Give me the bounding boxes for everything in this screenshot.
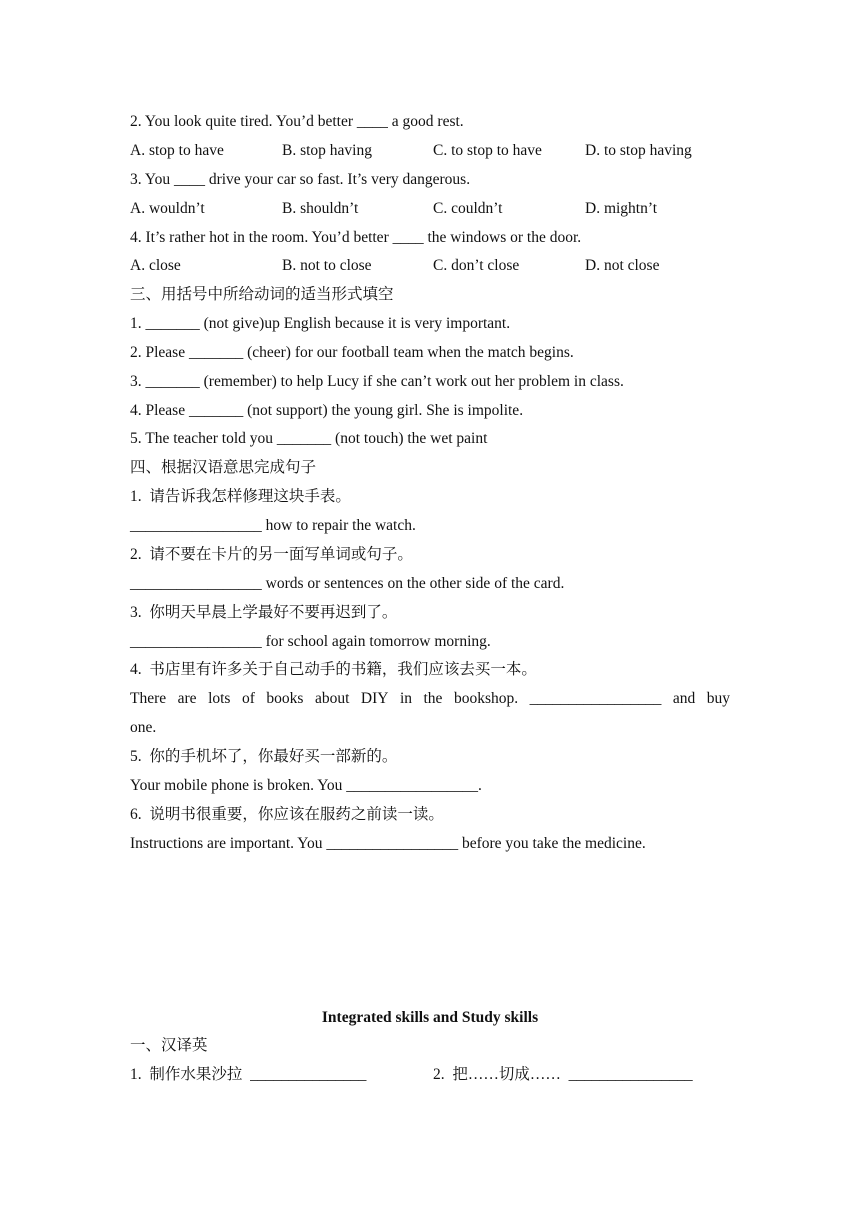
word: and xyxy=(672,690,696,707)
section4-q5-english: Your mobile phone is broken. You _________________. xyxy=(130,777,482,794)
section-title: Integrated skills and Study skills xyxy=(321,1009,539,1026)
section4-heading: 四、根据汉语意思完成句子 xyxy=(130,459,317,476)
word: about xyxy=(314,690,350,707)
mc-option: A. wouldn’t xyxy=(130,200,205,217)
section4-q4-chinese: 4. 书店里有许多关于自己动手的书籍，我们应该去买一本。 xyxy=(130,661,537,678)
word: There xyxy=(130,690,167,707)
mc-option: A. close xyxy=(130,257,181,274)
section3-item: 4. Please _______ (not support) the young girl. She is impolite. xyxy=(130,402,524,419)
word: buy xyxy=(706,690,730,707)
mc-option: D. to stop having xyxy=(585,142,692,159)
mc-option: B. stop having xyxy=(282,142,372,159)
mc-option: C. couldn’t xyxy=(433,200,503,217)
word: of xyxy=(241,690,255,707)
section3-item: 1. _______ (not give)up English because it is very important. xyxy=(130,315,511,332)
word: lots xyxy=(208,690,231,707)
section4-q1-chinese: 1. 请告诉我怎样修理这块手表。 xyxy=(130,488,351,505)
section3-item: 5. The teacher told you _______ (not touch) the wet paint xyxy=(130,430,488,447)
section4-q3-english: _________________ for school again tomorrow morning. xyxy=(130,633,491,650)
mc-option: A. stop to have xyxy=(130,142,224,159)
section3-item: 2. Please _______ (cheer) for our football team when the match begins. xyxy=(130,344,574,361)
mc-question-2: 2. You look quite tired. You’d better ____ a good rest. xyxy=(130,113,464,130)
word: books xyxy=(266,690,304,707)
integrated-heading: 一、汉译英 xyxy=(130,1037,208,1054)
section4-q6-english: Instructions are important. You _________________ before you take the medicine. xyxy=(130,835,646,852)
word: bookshop. xyxy=(453,690,519,707)
section4-q5-chinese: 5. 你的手机坏了，你最好买一部新的。 xyxy=(130,748,398,765)
mc-option: B. not to close xyxy=(282,257,372,274)
section4-q1-english: _________________ how to repair the watch. xyxy=(130,517,416,534)
word: in xyxy=(399,690,412,707)
section3-heading: 三、用括号中所给动词的适当形式填空 xyxy=(130,286,394,303)
mc-option: C. to stop to have xyxy=(433,142,542,159)
word: DIY xyxy=(360,690,389,707)
mc-question-4: 4. It’s rather hot in the room. You’d better ____ the windows or the door. xyxy=(130,229,582,246)
section4-q2-english: _________________ words or sentences on the other side of the card. xyxy=(130,575,565,592)
answer-blank: _________________ xyxy=(529,690,662,707)
section4-q3-chinese: 3. 你明天早晨上学最好不要再迟到了。 xyxy=(130,604,398,621)
integrated-item-1: 1. 制作水果沙拉 _______________ xyxy=(130,1066,367,1083)
word: are xyxy=(177,690,197,707)
word: the xyxy=(423,690,443,707)
integrated-item-2: 2. 把……切成…… ________________ xyxy=(433,1066,693,1083)
mc-option: D. mightn’t xyxy=(585,200,658,217)
mc-option: B. shouldn’t xyxy=(282,200,359,217)
section4-q6-chinese: 6. 说明书很重要，你应该在服药之前读一读。 xyxy=(130,806,444,823)
section4-q4-english xyxy=(130,689,730,709)
mc-option: C. don’t close xyxy=(433,257,520,274)
section4-q4-english-cont: one. xyxy=(130,719,157,736)
mc-option: D. not close xyxy=(585,257,660,274)
mc-question-3: 3. You ____ drive your car so fast. It’s very dangerous. xyxy=(130,171,471,188)
section4-q2-chinese: 2. 请不要在卡片的另一面写单词或句子。 xyxy=(130,546,413,563)
section3-item: 3. _______ (remember) to help Lucy if she can’t work out her problem in class. xyxy=(130,373,624,390)
